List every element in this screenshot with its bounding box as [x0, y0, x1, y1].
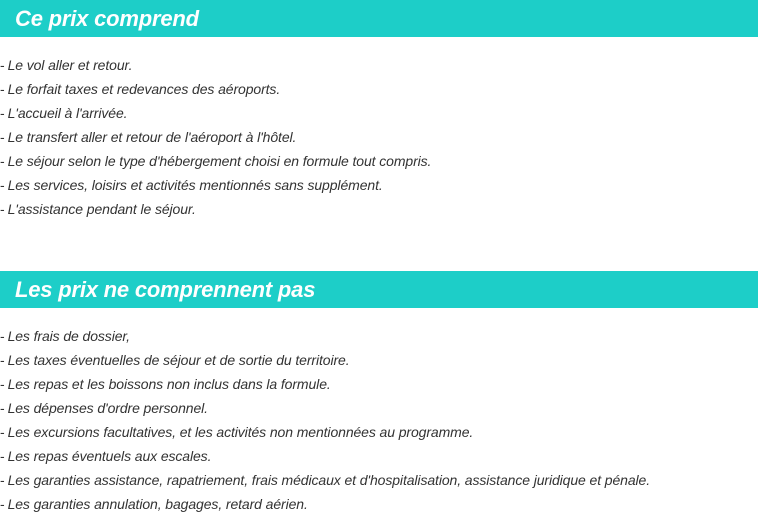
excluded-item [0, 444, 650, 468]
list-dash: - [0, 328, 5, 344]
list-dash: - [0, 496, 5, 512]
excluded-item-text: Les dépenses d'ordre personnel. [7, 400, 208, 416]
excluded-section-header [0, 271, 758, 308]
list-dash: - [0, 472, 5, 488]
list-dash: - [0, 177, 5, 193]
excluded-item [0, 324, 650, 348]
excluded-item [0, 492, 650, 516]
excluded-item [0, 468, 650, 492]
included-item [0, 125, 431, 149]
included-section-header [0, 0, 758, 37]
excluded-item-text: Les garanties annulation, bagages, retard aérien. [7, 496, 308, 512]
excluded-item-text: Les excursions facultatives, et les activités non mentionnées au programme. [7, 424, 474, 440]
list-dash: - [0, 153, 5, 169]
included-item-text: Le séjour selon le type d'hébergement choisi en formule tout compris. [7, 153, 432, 169]
excluded-item [0, 396, 650, 420]
included-item [0, 53, 431, 77]
excluded-item [0, 372, 650, 396]
list-dash: - [0, 400, 5, 416]
list-dash: - [0, 57, 5, 73]
list-dash: - [0, 376, 5, 392]
included-item-text: Les services, loisirs et activités mentionnés sans supplément. [7, 177, 383, 193]
excluded-item-text: Les taxes éventuelles de séjour et de sortie du territoire. [7, 352, 350, 368]
excluded-item-text: Les repas éventuels aux escales. [7, 448, 212, 464]
list-dash: - [0, 81, 5, 97]
included-item [0, 197, 431, 221]
included-section-title: Ce prix comprend [15, 5, 199, 31]
included-item-text: L'accueil à l'arrivée. [7, 105, 128, 121]
excluded-section-title: Les prix ne comprennent pas [15, 276, 316, 302]
included-item [0, 149, 431, 173]
list-dash: - [0, 105, 5, 121]
excluded-item-text: Les garanties assistance, rapatriement, frais médicaux et d'hospitalisation, assistance juridique et pénale. [7, 472, 651, 488]
included-item-text: Le forfait taxes et redevances des aéroports. [7, 81, 281, 97]
included-item [0, 173, 431, 197]
excluded-items-list [0, 324, 650, 516]
included-item-text: Le vol aller et retour. [7, 57, 133, 73]
excluded-item [0, 420, 650, 444]
included-item [0, 77, 431, 101]
list-dash: - [0, 424, 5, 440]
list-dash: - [0, 129, 5, 145]
list-dash: - [0, 448, 5, 464]
included-item-text: Le transfert aller et retour de l'aéroport à l'hôtel. [7, 129, 297, 145]
excluded-item [0, 348, 650, 372]
included-item [0, 101, 431, 125]
excluded-item-text: Les frais de dossier, [7, 328, 130, 344]
list-dash: - [0, 352, 5, 368]
included-item-text: L'assistance pendant le séjour. [7, 201, 196, 217]
included-items-list [0, 53, 431, 221]
list-dash: - [0, 201, 5, 217]
excluded-item-text: Les repas et les boissons non inclus dans la formule. [7, 376, 331, 392]
